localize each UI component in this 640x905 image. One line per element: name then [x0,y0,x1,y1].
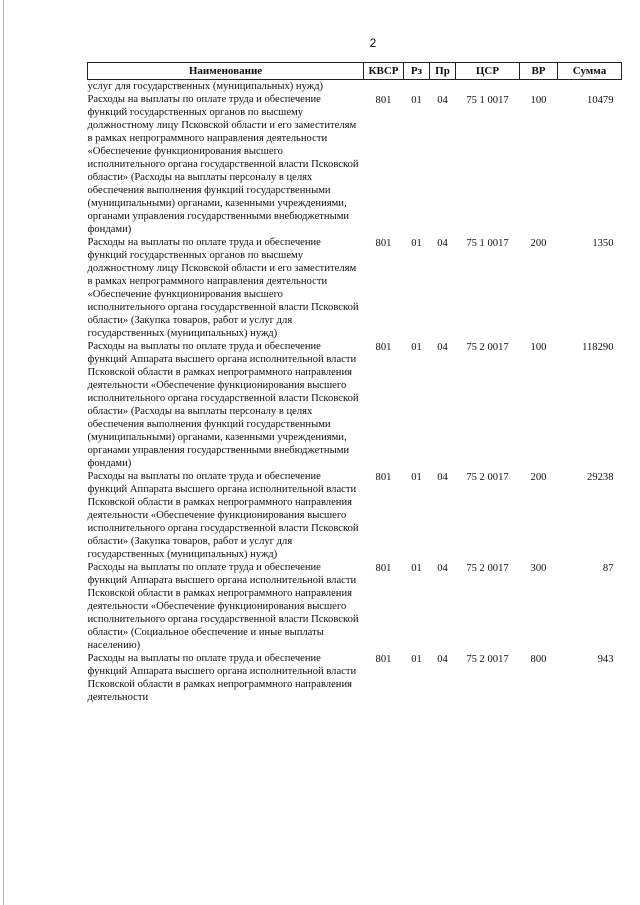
page-edge [3,0,4,905]
row-csr: 75 2 0017 [466,342,509,353]
table-row [88,561,622,652]
row-rz: 01 [411,563,422,574]
row-vr: 100 [530,342,547,353]
row-name: Расходы на выплаты по оплате труда и обеспечение функций Аппарата высшего органа исполнительной власти Псковской области в рамках непрограммного направления деятельности «Обеспечение функционирования высшего исполнительного органа государственной власти Псковской области» (Закупка товаров, работ и услуг для государственных (муниципальных) нужд) [87,471,359,560]
row-vr: 100 [530,95,547,106]
row-sum: 1350 [592,238,614,249]
column-header-vr: ВР [520,63,558,80]
row-kvsr: 801 [375,654,392,665]
row-rz: 01 [411,472,422,483]
row-name: Расходы на выплаты по оплате труда и обеспечение функций государственных органов по высшему должностному лицу Псковской области и его заместителям в рамках непрограммного направления деятельности «Обеспечение функционирования высшего исполнительного органа государственной власти Псковской области» (Закупка товаров, работ и услуг для государственных (муниципальных) нужд) [87,237,359,339]
row-kvsr: 801 [375,472,392,483]
row-vr: 200 [530,238,547,249]
row-name: Расходы на выплаты по оплате труда и обеспечение функций Аппарата высшего органа исполнительной власти Псковской области в рамках непрограммного направления деятельности «Обеспечение функционирования высшего исполнительного органа государственной власти Псковской области» (Расходы на выплаты персоналу в целях обеспечения выполнения функций государственными (муниципальными) органами, казенными учреждениями, органами управления государственными внебюджетными фондами) [87,341,359,469]
row-rz: 01 [411,95,422,106]
row-rz: 01 [411,342,422,353]
column-header-csr: ЦСР [456,63,520,80]
row-rz: 01 [411,654,422,665]
row-pr: 04 [437,95,448,106]
row-kvsr: 801 [375,95,392,106]
row-csr: 75 2 0017 [466,472,509,483]
row-csr: 75 2 0017 [466,563,509,574]
continuation-text: услуг для государственных (муниципальных) нужд) [87,81,323,92]
table-row [88,470,622,561]
row-sum: 87 [602,563,614,574]
table-row [88,340,622,470]
row-rz: 01 [411,238,422,249]
table-row [88,93,622,236]
budget-table [87,62,622,704]
table-header-row [88,63,622,80]
column-header-kvsr: КВСР [364,63,404,80]
row-kvsr: 801 [375,342,392,353]
row-vr: 800 [530,654,547,665]
column-header-rz: Рз [404,63,430,80]
row-sum: 943 [597,654,614,665]
row-csr: 75 2 0017 [466,654,509,665]
table-row-continuation [88,80,622,94]
table-row [88,652,622,704]
page-number: 2 [369,36,377,50]
column-header-sum: Сумма [558,63,622,80]
row-name: Расходы на выплаты по оплате труда и обеспечение функций Аппарата высшего органа исполнительной власти Псковской области в рамках непрограммного направления деятельности [87,653,357,703]
row-csr: 75 1 0017 [466,238,509,249]
row-pr: 04 [437,654,448,665]
row-sum: 118290 [582,342,614,353]
row-pr: 04 [437,342,448,353]
row-kvsr: 801 [375,238,392,249]
column-header-name: Наименование [88,63,364,80]
row-kvsr: 801 [375,563,392,574]
row-sum: 10479 [587,95,614,106]
row-pr: 04 [437,238,448,249]
column-header-pr: Пр [430,63,456,80]
row-csr: 75 1 0017 [466,95,509,106]
table-row [88,236,622,340]
row-vr: 300 [530,563,547,574]
row-vr: 200 [530,472,547,483]
row-name: Расходы на выплаты по оплате труда и обеспечение функций Аппарата высшего органа исполнительной власти Псковской области в рамках непрограммного направления деятельности «Обеспечение функционирования высшего исполнительного органа государственной власти Псковской области» (Социальное обеспечение и иные выплаты населению) [87,562,359,651]
row-sum: 29238 [587,472,614,483]
row-name: Расходы на выплаты по оплате труда и обеспечение функций государственных органов по высшему должностному лицу Псковской области и его заместителям в рамках непрограммного направления деятельности «Обеспечение функционирования высшего исполнительного органа государственной власти Псковской области» (Расходы на выплаты персоналу в целях обеспечения выполнения функций государственными (муниципальными) органами, казенными учреждениями, органами управления государственными внебюджетными фондами) [87,94,359,235]
row-pr: 04 [437,472,448,483]
row-pr: 04 [437,563,448,574]
